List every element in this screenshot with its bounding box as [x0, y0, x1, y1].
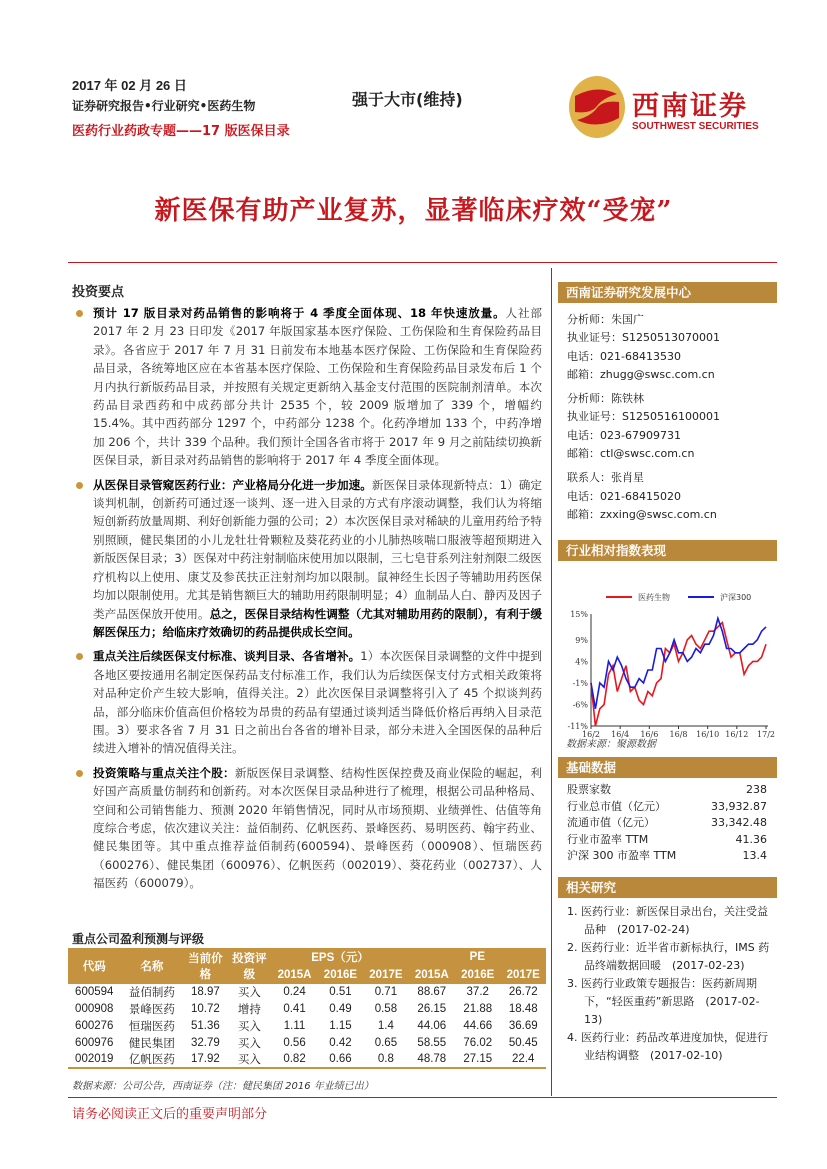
table-cell: 1.4	[377, 1019, 394, 1032]
y-tick-label: -11%	[567, 722, 588, 731]
analyst-email[interactable]: 邮箱：ctl@swsc.com.cn	[567, 447, 695, 461]
basic-data-value: 33,932.87	[711, 799, 767, 813]
basic-data-value: 41.36	[735, 832, 767, 846]
basic-data-value: 33,342.48	[711, 816, 767, 829]
basic-data-label: 沪深 300 市盈率 TTM	[567, 849, 677, 862]
table-cell: 0.49	[329, 1003, 352, 1016]
related-report-title: 3. 医药行业政策专题报告：医药新周期	[567, 977, 757, 990]
legend-label: 沪深300	[720, 593, 752, 602]
table-row	[68, 1018, 546, 1035]
related-research-box	[558, 877, 777, 1065]
table-cell: 32.79	[190, 1036, 220, 1049]
logo-icon	[567, 74, 627, 140]
x-tick-label: 17/2	[757, 730, 775, 739]
table-cell: 27.15	[455, 1051, 500, 1068]
table-cell: 0.56	[283, 1036, 306, 1049]
basic-data-row	[558, 799, 777, 816]
col-year: 2015A	[271, 966, 317, 984]
basic-data-value: 238	[746, 783, 767, 796]
legend-label: 医药生物	[638, 593, 670, 602]
table-cell: 买入	[237, 1020, 261, 1033]
col-year: 2017E	[363, 966, 408, 984]
logo-text: 西南证券	[632, 91, 748, 122]
contact-name: 联系人：张肖星	[567, 471, 644, 485]
col-pe: PE	[409, 948, 546, 966]
forecast-table	[68, 948, 546, 1069]
table-cell: 恒瑞医药	[128, 1020, 175, 1033]
table-cell: 0.58	[374, 1003, 398, 1016]
y-tick-label: 4%	[575, 657, 588, 667]
table-source: 数据来源：公司公告，西南证券（注：健民集团 2016 年业绩已出）	[72, 1081, 374, 1092]
divider	[68, 262, 777, 263]
key-point-body: 新版医保目录调整、结构性医保控费及商业保险的崛起，利好国产高质量仿制药和创新药。对本次医保目录品种进行了梳理，根据公司品种格局、空间和公司销售能力、预测 2020 年销售情况，同时从市场预期、业绩弹性、估值等角度综合考虑，依次建议关注：益佰制药、亿帆医药、景峰医药、易明医药、翰宇药业、健民集团等。其中重点推荐益佰制药(600594)、景峰医药（000908）、恒瑞医药（600276）、健民集团（600976）、亿帆医药（002019）、葵花药业（002737）、人福医药（600079）。	[93, 765, 542, 891]
table-row	[68, 1034, 546, 1051]
table-cell: 76.02	[463, 1036, 493, 1049]
report-date: 2017 年 02 月 26 日	[72, 78, 187, 93]
chart-header: 行业相对指数表现	[558, 540, 777, 561]
report-topic: 医药行业药政专题——17 版医保目录	[72, 124, 290, 139]
col-year: 2017E	[500, 966, 546, 984]
column-divider	[551, 268, 552, 1096]
basic-data-header: 基础数据	[558, 757, 777, 778]
key-point	[72, 647, 542, 757]
analyst-email[interactable]: 邮箱：zhugg@swsc.com.cn	[567, 367, 715, 381]
analyst-phone: 电话：023-67909731	[567, 428, 681, 442]
key-point	[72, 476, 542, 642]
table-cell: 26.72	[508, 986, 538, 999]
table-cell: 增持	[237, 1004, 261, 1017]
analyst-license: 执业证号：S1250516100001	[567, 410, 720, 424]
x-tick-label: 16/6	[640, 730, 659, 739]
relative-index-chart	[558, 561, 777, 739]
table-cell: 0.71	[374, 986, 398, 999]
analyst-phone: 电话：021-68413530	[567, 349, 681, 363]
table-cell: 18.48	[508, 1003, 538, 1016]
table-cell: 景峰医药	[128, 1004, 175, 1017]
y-tick-label: -1%	[572, 678, 588, 688]
related-report-date: 品终端数据回暖 (2017-02-23)	[584, 959, 745, 972]
basic-data-label: 行业市盈率 TTM	[567, 832, 649, 846]
table-cell: 22.4	[500, 1051, 546, 1068]
related-report-link[interactable]	[558, 975, 777, 1029]
related-report-link[interactable]	[558, 903, 777, 939]
col-name: 名称	[120, 948, 183, 984]
related-report-title: 1. 医药行业：新医保目录出台，关注受益	[567, 905, 768, 918]
bullet-icon	[76, 770, 83, 777]
table-cell: 0.41	[283, 1003, 306, 1016]
table-cell: 600594	[75, 986, 114, 999]
col-eps: EPS（元）	[271, 948, 408, 966]
analyst-name: 分析师：朱国广	[567, 313, 644, 326]
related-report-date: 业结构调整 (2017-02-10)	[584, 1049, 723, 1062]
table-cell: 88.67	[417, 986, 447, 999]
table-cell: 益佰制药	[128, 987, 175, 1000]
table-cell: 10.72	[190, 1003, 220, 1016]
industry-rating: 强于大市(维持)	[352, 90, 463, 109]
table-cell: 36.69	[508, 1019, 538, 1032]
bullet-icon	[76, 653, 83, 660]
table-cell: 0.42	[329, 1036, 352, 1049]
col-code: 代码	[68, 948, 120, 984]
key-point-body: 人社部 2017 年 2 月 23 日印发《2017 年版国家基本医疗保险、工伤保险和生育保险药品目录》。各省应于 2017 年 7 月 31 日前发布本地基本医疗保险、工伤保险和生育保险药品目录，各统筹地区应在本省基本医疗保险、工伤保险和生育保险药品目录发布后 1 个月内执行新版药品目录，并按照有关规定更新纳入基金支付范围的医院制剂清单。本次药品目录西药和中成药部分共计 2535 个，较 2009 版增加了 339 个，增幅约 15.4%。其中西药部分 1297 个，中药部分 1238 个。化药净增加 133 个，中药净增加 206 个，共计 339 个品种。我们预计全国各省市将于 2017 年 9 月之前陆续切换新医保目录，新目录对药品销售的影响将于 2017 年 4 季度全面体现。	[93, 306, 542, 468]
table-cell: 0.24	[283, 986, 306, 999]
related-report-link[interactable]	[558, 939, 777, 975]
table-cell: 48.78	[409, 1051, 455, 1068]
key-point-body: 新医保目录体现新特点：1）确定谈判机制，创新药可通过逐一谈判、逐一进入目录的方式有序滚动调整，我们认为将缩短创新药放量周期、利好创新能力强的公司；2）本次医保目录对稀缺的儿童用药给予特别照顾，健民集团的小儿龙牡壮骨颗粒及葵花药业的小儿肺热咳喘口服液等超预期进入新版医保目录；3）医保对中药注射制临床使用加以限制，三七皂苷系列注射剂限二级医疗机构以上使用、康艾及参芪扶正注射剂均加以限制。鼠神经生长因子等辅助用药医保均加以限制使用。尤其是销售额巨大的辅助用药限制明显；4）血制品人白、静丙及因子类产品医保放开使用。	[93, 477, 542, 621]
basic-data-label: 流通市值（亿元）	[567, 816, 655, 829]
table-cell: 买入	[237, 987, 261, 1000]
chart-source: 数据来源：聚源数据	[566, 739, 656, 750]
key-point-lead: 从医保目录管窥医药行业：产业格局分化进一步加速。	[93, 477, 372, 492]
contact-phone: 电话：021-68415020	[567, 489, 681, 503]
related-research-header: 相关研究	[558, 877, 777, 898]
table-cell: 健民集团	[128, 1037, 175, 1050]
related-report-link[interactable]	[558, 1029, 777, 1065]
x-tick-label: 16/12	[725, 730, 749, 739]
footer-divider	[68, 1097, 777, 1098]
table-row	[68, 1051, 546, 1068]
analyst-name: 分析师：陈铁林	[567, 392, 644, 406]
table-cell: 002019	[68, 1051, 120, 1068]
table-cell: 000908	[75, 1003, 114, 1016]
x-tick-label: 16/10	[696, 730, 720, 739]
table-cell: 亿帆医药	[120, 1051, 183, 1068]
table-cell: 51.36	[190, 1019, 220, 1032]
footer-disclaimer: 请务必阅读正文后的重要声明部分	[72, 1107, 268, 1122]
y-tick-label: 15%	[570, 610, 588, 619]
x-tick-label: 16/2	[582, 730, 600, 739]
basic-data-row	[558, 832, 777, 849]
analyst-license: 执业证号：S1250513070001	[567, 331, 720, 345]
related-report-date: 下，“轻医重药”新思路 (2017-02-13)	[584, 995, 760, 1026]
basic-data-row	[558, 782, 777, 799]
table-cell: 0.66	[318, 1051, 363, 1068]
series-line-hs300	[591, 618, 766, 709]
basic-data-box	[558, 757, 777, 865]
logo-english: SOUTHWEST SECURITIES	[632, 121, 759, 132]
col-rating: 投资评级	[227, 948, 271, 984]
table-cell: 600276	[75, 1019, 114, 1032]
key-point-lead: 预计 17 版目录对药品销售的影响将于 4 季度全面体现、18 年快速放量。	[93, 306, 506, 320]
key-points	[72, 304, 542, 899]
table-cell: 0.51	[329, 986, 352, 999]
table-cell: 26.15	[417, 1003, 447, 1016]
key-point-body: 1）本次医保目录调整的文件中提到各地区要按通用名制定医保药品支付标准工作，我们认为后续医保支付方式相关政策将对品种定价产生较大影响，值得关注。2）此次医保目录调整将引入了 45 个拟谈判药品，部分临床价值高但价格较为昂贵的药品有望通过谈判适当降低价格后再纳入目录范围。3）要求各省 7 月 31 日之前出台各省的增补目录，部分未进入全国医保的品种后续进入增补的情况值得关注。	[93, 649, 542, 756]
key-point-lead: 重点关注后续医保支付标准、谈判目录、各省增补。	[93, 649, 361, 664]
x-tick-label: 16/4	[611, 730, 630, 739]
col-year: 2015A	[409, 966, 455, 984]
table-cell: 1.15	[329, 1019, 352, 1032]
y-tick-label: 9%	[575, 635, 588, 645]
related-report-date: 品种 (2017-02-24)	[584, 923, 690, 936]
basic-data-label: 股票家数	[567, 783, 611, 796]
key-point-conclusion: 总之，医保目录结构性调整（尤其对辅助用药的限制），有利于缓解医保压力；给临床疗效确切的药品提供成长空间。	[93, 606, 542, 639]
table-cell: 0.8	[363, 1051, 408, 1068]
col-year: 2016E	[455, 966, 500, 984]
col-price: 当前价格	[183, 948, 227, 984]
key-point	[72, 764, 542, 893]
x-tick-label: 16/8	[669, 730, 688, 739]
report-category: 证券研究报告•行业研究•医药生物	[72, 99, 256, 113]
key-point-lead: 投资策略与重点关注个股：	[93, 765, 235, 780]
table-cell: 0.82	[271, 1051, 317, 1068]
research-center-header: 西南证券研究发展中心	[558, 282, 777, 303]
table-cell: 44.66	[463, 1019, 493, 1032]
contact-email[interactable]: 邮箱：zxxing@swsc.com.cn	[567, 507, 717, 521]
col-year: 2016E	[318, 966, 363, 984]
section-title: 投资要点	[72, 285, 125, 300]
table-cell: 买入	[237, 1037, 261, 1050]
basic-data-row	[558, 815, 777, 832]
table-cell: 21.88	[463, 1003, 493, 1016]
related-report-title: 2. 医药行业：近半省市新标执行，IMS 药	[567, 941, 770, 954]
y-tick-label: -6%	[572, 700, 588, 710]
bullet-icon	[76, 310, 83, 317]
table-row	[68, 984, 546, 1001]
table-cell: 0.65	[374, 1036, 398, 1049]
table-cell: 600976	[75, 1036, 114, 1049]
analyst-box	[558, 282, 777, 524]
table-cell: 37.2	[466, 986, 489, 999]
table-cell: 1.11	[283, 1019, 306, 1032]
related-report-title: 4. 医药行业：药品改革进度加快，促进行	[567, 1031, 768, 1044]
bullet-icon	[76, 482, 83, 489]
table-cell: 18.97	[190, 986, 220, 999]
table-cell: 58.55	[417, 1036, 447, 1049]
table-cell: 买入	[227, 1051, 271, 1068]
basic-data-value: 13.4	[742, 849, 767, 862]
chart-box	[558, 540, 777, 750]
basic-data-label: 行业总市值（亿元）	[567, 799, 666, 813]
table-title: 重点公司盈利预测与评级	[72, 932, 205, 946]
key-point	[72, 304, 542, 470]
report-title: 新医保有助产业复苏，显著临床疗效“受宠”	[154, 196, 673, 226]
table-row	[68, 1001, 546, 1018]
series-line-pharma	[591, 623, 766, 726]
table-cell: 50.45	[508, 1036, 538, 1049]
basic-data-row	[558, 848, 777, 865]
table-cell: 44.06	[417, 1019, 447, 1032]
table-cell: 17.92	[183, 1051, 227, 1068]
